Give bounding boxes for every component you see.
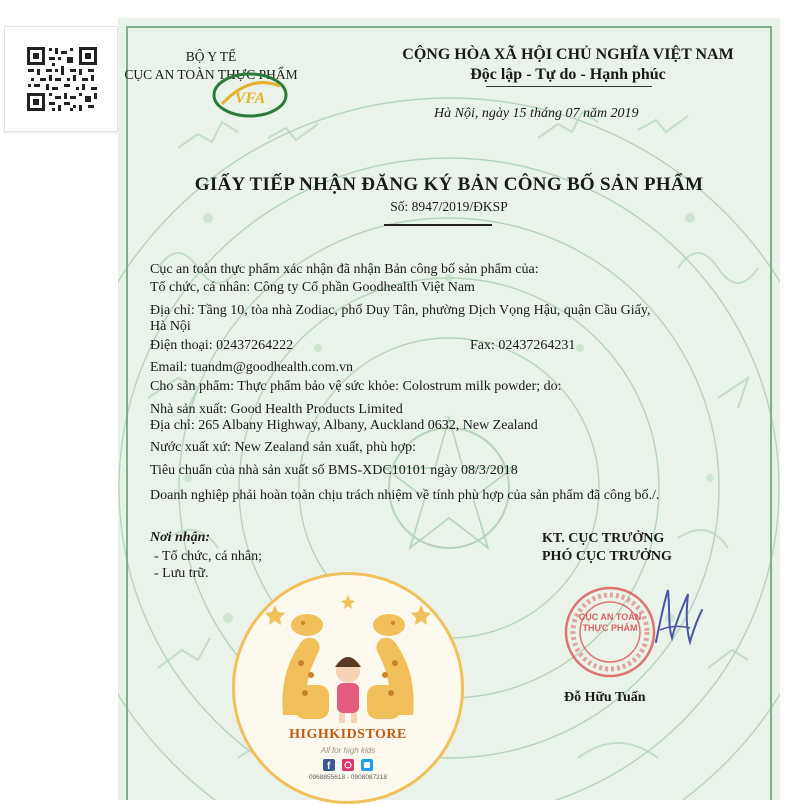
fax-line: Fax: 02437264231 — [470, 338, 576, 353]
store-brand-name: HIGHKIDSTORE — [289, 727, 407, 742]
origin-line: Nước xuất xứ: New Zealand sản xuất, phù hợp: — [150, 440, 416, 455]
vfa-logo — [210, 70, 290, 120]
motto-underline — [486, 86, 652, 87]
store-tagline: All for high kids — [320, 746, 376, 755]
country-name: CỘNG HÒA XÃ HỘI CHỦ NGHĨA VIỆT NAM — [402, 46, 734, 63]
address-line-2: Hà Nội — [150, 319, 191, 334]
store-phones: 0968855618 - 0908087218 — [308, 774, 388, 781]
manufacturer-line: Nhà sản xuất: Good Health Products Limited — [150, 402, 403, 417]
ministry-name: BỘ Y TẾ — [185, 49, 237, 64]
handwritten-signature — [638, 582, 708, 652]
responsibility-line: Doanh nghiệp phải hoàn toàn chịu trách nhiệm về tính phù hợp của sản phẩm đã công bố./. — [150, 488, 660, 503]
svg-text:f: f — [327, 761, 331, 771]
signer-name: Đỗ Hữu Tuấn — [564, 690, 646, 705]
certificate-title: GIẤY TIẾP NHẬN ĐĂNG KÝ BẢN CÔNG BỐ SẢN PHẨM — [194, 174, 704, 195]
recipients-label: Nơi nhận: — [150, 530, 211, 545]
title-underline — [384, 224, 492, 226]
product-line: Cho sản phẩm: Thực phẩm bảo vệ sức khỏe: Colostrum milk powder; do: — [150, 379, 562, 394]
issue-date: Hà Nội, ngày 15 tháng 07 năm 2019 — [434, 106, 639, 121]
intro-line: Cục an toàn thực phẩm xác nhận đã nhận Bản công bố sản phẩm của: — [150, 262, 539, 277]
phone-line: Điện thoại: 02437264222 — [150, 338, 294, 353]
qr-card — [4, 26, 118, 132]
motto: Độc lập - Tự do - Hạnh phúc — [470, 66, 666, 83]
signer-role-2: PHÓ CỤC TRƯỞNG — [542, 549, 672, 564]
standard-line: Tiêu chuẩn của nhà sản xuất số BMS-XDC10101 ngày 08/3/2018 — [150, 463, 518, 478]
qr-code-icon — [25, 45, 99, 113]
vfa-logo-text: VFA — [234, 90, 266, 107]
seal-text: CỤC AN TOÀN THỰC PHẨM — [578, 612, 642, 633]
address-line-1: Địa chỉ: Tầng 10, tòa nhà Zodiac, phố Duy Tân, phường Dịch Vọng Hậu, quận Cầu Giấy, — [150, 303, 651, 318]
recipient-item-2: - Lưu trữ. — [154, 566, 209, 581]
certificate-number: Số: 8947/2019/ĐKSP — [390, 199, 508, 214]
email-line: Email: tuandm@goodhealth.com.vn — [150, 360, 354, 375]
signer-role-1: KT. CỤC TRƯỞNG — [542, 531, 665, 546]
social-icons — [323, 759, 373, 771]
agency-name: CỤC AN TOÀN THỰC PHẨM — [124, 67, 298, 82]
instagram-icon — [342, 759, 354, 771]
manufacturer-address-line: Địa chỉ: 265 Albany Highway, Albany, Auckland 0632, New Zealand — [150, 418, 538, 433]
store-sticker — [232, 572, 464, 804]
recipient-item-1: - Tổ chức, cá nhân; — [154, 549, 263, 564]
organization-line: Tổ chức, cá nhân: Công ty Cổ phần Goodhealth Việt Nam — [150, 280, 475, 295]
